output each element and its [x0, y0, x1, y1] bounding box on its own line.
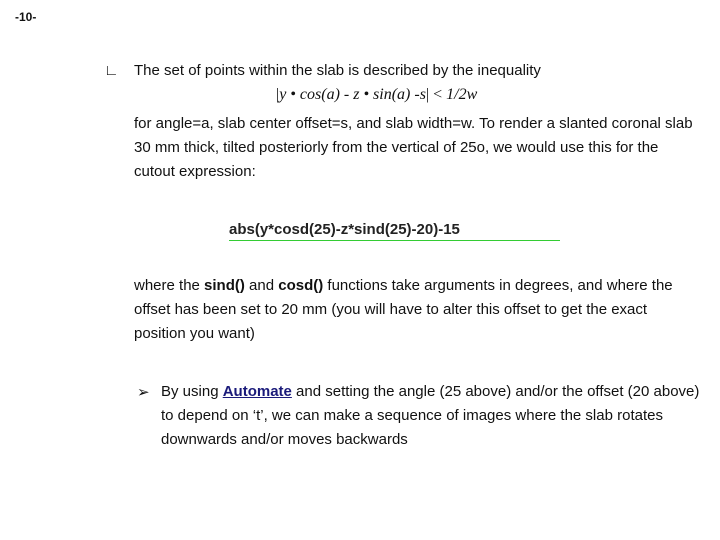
intro-text: The set of points within the slab is described by the inequality — [134, 62, 541, 79]
page-number: -10- — [15, 10, 37, 24]
abs-bar-left: | — [276, 86, 280, 103]
bullet-symbol: ∟ — [104, 62, 119, 79]
followup-text-2: and — [244, 277, 279, 294]
formula-rhs: 1/2w — [446, 86, 478, 103]
followup-text-3: functions take arguments in degrees, and where the offset has been set to 20 mm (you will have to alter this offset to get the exact position you want) — [134, 277, 673, 342]
expression-underline — [229, 240, 560, 241]
abs-bar-right: | — [425, 86, 430, 103]
automate-text-1: By using — [161, 383, 223, 400]
arrow-bullet-icon: ➢ — [137, 384, 150, 401]
keyword-sind: sind() — [204, 277, 245, 294]
automate-text-2: and setting the angle (25 above) and/or the offset (20 above) to depend on ‘t’, we can make a sequence of images where the slab rotates downwards and/or moves backwards — [161, 383, 700, 448]
inequality-formula — [276, 86, 477, 104]
parameters-paragraph: for angle=a, slab center offset=s, and slab width=w. To render a slanted coronal slab 30 mm thick, tilted posteriorly from the vertical of 25o, we would use this for the cutout expression: — [134, 115, 693, 180]
followup-text-1: where the — [134, 277, 205, 294]
formula-operator: < — [429, 86, 447, 103]
formula-expression: y • cos(a) - z • sin(a) -s — [279, 86, 426, 103]
cutout-expression: abs(y*cosd(25)-z*sind(25)-20)-15 — [229, 221, 460, 238]
followup-paragraph — [134, 274, 694, 346]
automate-paragraph — [161, 380, 701, 452]
automate-link[interactable]: Automate — [222, 383, 292, 400]
keyword-cosd: cosd() — [278, 277, 324, 294]
